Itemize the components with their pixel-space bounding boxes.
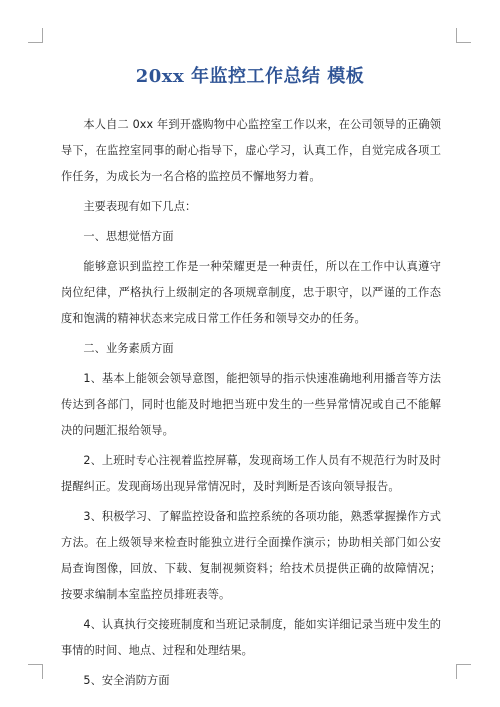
section-heading-business: 二、业务素质方面 [83, 342, 174, 355]
paragraph-item-1: 1、基本上能领会领导意图，能把领导的指示快速准确地利用播音等方法传达到各部门，同时也能及时地把当班中发生的一些异常情况或自己不能解决的问题汇报给领导。 [61, 372, 441, 437]
paragraph-item-2: 2、上班时专心注视着监控屏幕，发现商场工作人员有不规范行为时及时提醒纠正。发现商场出现异常情况时，及时判断是否该向领导报告。 [61, 454, 441, 493]
document-body [61, 112, 441, 698]
paragraph-summary-lead: 主要表现有如下几点： [83, 200, 197, 213]
crop-mark-bottom-left [28, 664, 43, 679]
paragraph-item-3: 3、积极学习、了解监控设备和监控系统的各项功能，熟悉掌握操作方式方法。在上级领导来检查时能独立进行全面操作演示；协助相关部门如公安局查询图像，回放、下载、复制视频资料；给技术员提供正确的故障情况；按要求编制本室监控员排班表等。 [61, 510, 441, 601]
paragraph-item-5: 5、安全消防方面 [83, 674, 170, 687]
document-title: 20xx 年监控工作总结 模板 [135, 66, 365, 87]
paragraph-item-4: 4、认真执行交接班制度和当班记录制度，能如实详细记录当班中发生的事情的时间、地点、过程和处理结果。 [61, 618, 441, 657]
section-heading-ideology: 一、思想觉悟方面 [83, 230, 174, 243]
paragraph-ideology: 能够意识到监控工作是一种荣耀更是一种责任，所以在工作中认真遵守岗位纪律，严格执行上级制定的各项规章制度，忠于职守，以严谨的工作态度和饱满的精神状态来完成日常工作任务和领导交办的任务。 [61, 260, 441, 325]
crop-mark-bottom-right [456, 664, 471, 679]
paragraph-intro: 本人自二 0xx 年到开盛购物中心监控室工作以来，在公司领导的正确领导下，在监控室同事的耐心指导下，虚心学习，认真工作，自觉完成各项工作任务，为成长为一名合格的监控员不懈地努力着。 [61, 118, 441, 183]
crop-mark-top-left [28, 28, 43, 43]
crop-mark-top-right [456, 28, 471, 43]
